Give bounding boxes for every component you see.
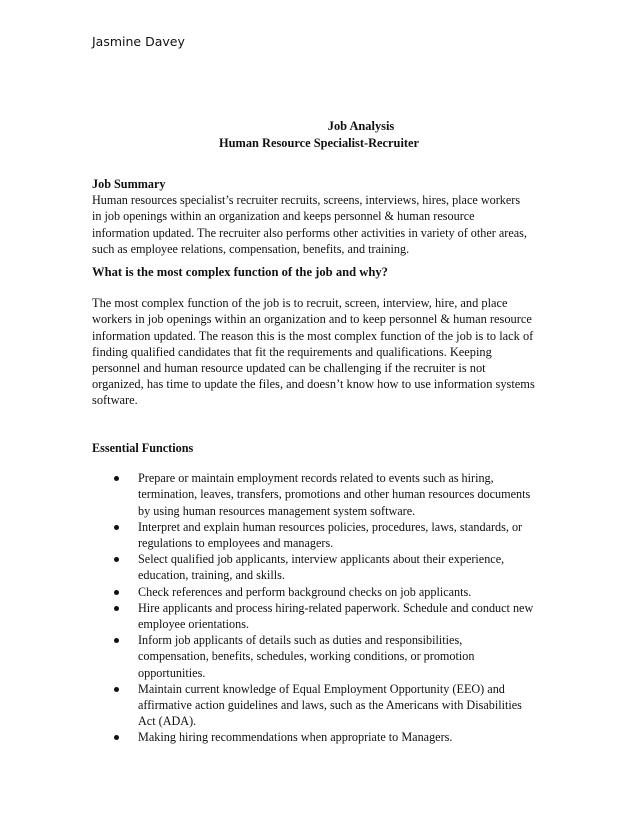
bullet-icon (114, 687, 119, 692)
list-item-line: Making hiring recommendations when appropriate to Managers. (138, 730, 453, 745)
paragraph-line: information updated. The recruiter also performs other activities in variety of other areas, (92, 225, 527, 240)
bullet-icon (114, 638, 119, 643)
list-item-line: education, training, and skills. (138, 568, 285, 583)
list-item-line: affirmative action guidelines and laws, such as the Americans with Disabilities (138, 698, 522, 713)
list-item (92, 729, 548, 745)
list-item-line: Interpret and explain human resources policies, procedures, laws, standards, or (138, 519, 523, 534)
job-summary-heading: Job Summary (92, 177, 166, 191)
paragraph-line: Human resources specialist’s recruiter recruits, screens, interviews, hires, place workers (92, 193, 521, 208)
job-summary-paragraph (92, 192, 548, 257)
list-item-line: compensation, benefits, schedules, working conditions, or promotion (138, 649, 475, 664)
list-item-line: opportunities. (138, 665, 206, 680)
list-item-line: regulations to employees and managers. (138, 536, 334, 551)
paragraph-line: organized, has time to update the files, and doesn’t know how to use information systems (92, 377, 535, 392)
list-item-line: Maintain current knowledge of Equal Employment Opportunity (EEO) and (138, 681, 505, 696)
bullet-icon (114, 735, 119, 740)
header-author: Jasmine Davey (92, 34, 185, 49)
paragraph-line: The most complex function of the job is to recruit, screen, interview, hire, and place (92, 296, 508, 311)
essential-functions-list (92, 470, 548, 745)
bullet-icon (114, 590, 119, 595)
paragraph-line: software. (92, 393, 138, 408)
complex-function-section (92, 264, 548, 409)
complex-function-question: What is the most complex function of the job and why? (92, 265, 388, 279)
list-item (92, 584, 548, 600)
list-item (92, 519, 548, 551)
list-item-line: employee orientations. (138, 617, 250, 632)
document-title (92, 118, 546, 151)
list-item (92, 470, 548, 519)
essential-functions-heading: Essential Functions (92, 441, 194, 455)
job-summary-section (92, 176, 548, 257)
list-item (92, 551, 548, 583)
paragraph-line: personnel and human resource updated can be challenging if the recruiter is not (92, 361, 486, 376)
paragraph-line: finding qualified candidates that fit the requirements and qualifications. Keeping (92, 344, 492, 359)
bullet-icon (114, 557, 119, 562)
paragraph-line: in job openings within an organization and keeps personnel & human resource (92, 209, 475, 224)
list-item (92, 632, 548, 681)
title-line-1: Job Analysis (327, 119, 395, 133)
paragraph-line: information updated. The reason this is the most complex function of the job is to lack of (92, 328, 534, 343)
complex-function-paragraph (92, 295, 548, 408)
list-item-line: Inform job applicants of details such as duties and responsibilities, (138, 633, 463, 648)
paragraph-line: such as employee relations, compensation, benefits, and training. (92, 241, 410, 256)
list-item-line: by using human resources management system software. (138, 503, 416, 518)
title-line-2: Human Resource Specialist-Recruiter (218, 135, 420, 150)
list-item (92, 681, 548, 730)
list-item-line: Hire applicants and process hiring-related paperwork. Schedule and conduct new (138, 600, 534, 615)
essential-functions-section (92, 440, 548, 746)
list-item-line: Select qualified job applicants, interview applicants about their experience, (138, 552, 505, 567)
list-item-line: Act (ADA). (138, 714, 197, 729)
paragraph-line: workers in job openings within an organization and to keep personnel & human resource (92, 312, 532, 327)
bullet-icon (114, 476, 119, 481)
bullet-icon (114, 525, 119, 530)
list-item (92, 600, 548, 632)
bullet-icon (114, 606, 119, 611)
list-item-line: termination, leaves, transfers, promotions and other human resources documents (138, 487, 531, 502)
list-item-line: Check references and perform background checks on job applicants. (138, 584, 472, 599)
list-item-line: Prepare or maintain employment records related to events such as hiring, (138, 471, 494, 486)
